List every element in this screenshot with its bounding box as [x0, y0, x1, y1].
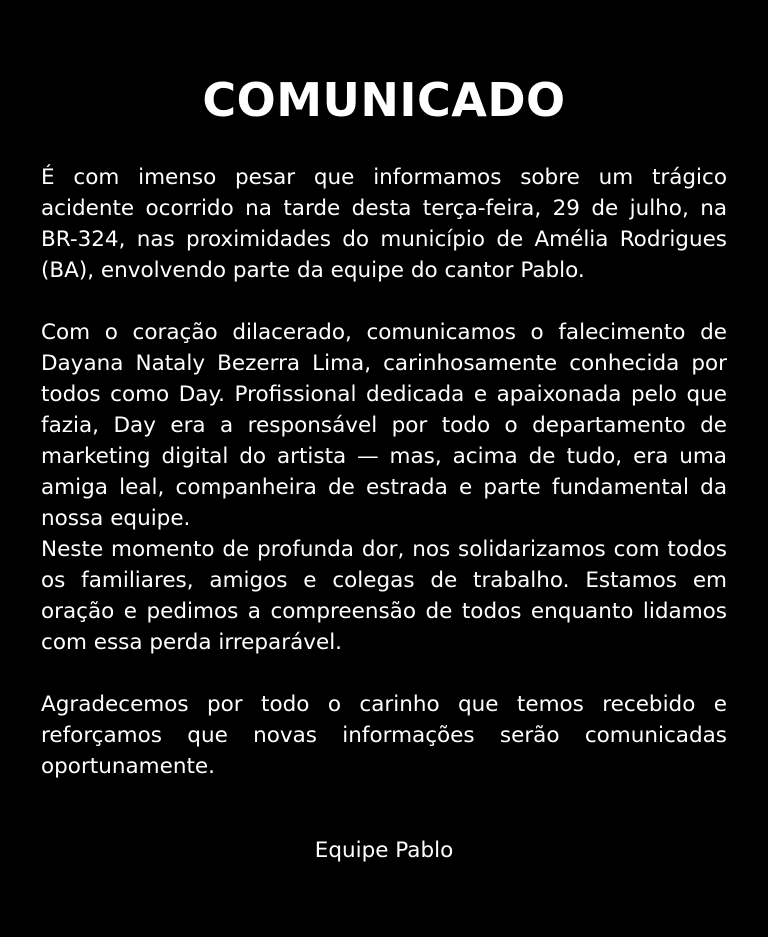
paragraph-spacer [41, 286, 727, 317]
announcement-body [41, 162, 727, 782]
page-title: COMUNICADO [202, 73, 566, 127]
paragraph-accident: É com imenso pesar que informamos sobre um trágico acidente ocorrido na tarde desta terça-feira, 29 de julho, na BR-324, nas proximidades do município de Amélia Rodrigues (BA), envolvendo parte da equipe do cantor Pablo. [41, 165, 727, 283]
paragraph-spacer [41, 658, 727, 689]
signature: Equipe Pablo [314, 838, 454, 863]
paragraph-condolence: Com o coração dilacerado, comunicamos o falecimento de Dayana Nataly Bezerra Lima, carinhosamente conhecida por todos como Day. Profissional dedicada e apaixonada pelo que fazia, Day era a responsável por todo o departamento de marketing digital do artista — mas, acima de tudo, era uma amiga leal, companheira de estrada e parte fundamental da nossa equipe. [41, 320, 727, 531]
paragraph-solidarity: Neste momento de profunda dor, nos solidarizamos com todos os familiares, amigos e colegas de trabalho. Estamos em oração e pedimos a compreensão de todos enquanto lidamos com essa perda irreparável. [41, 537, 727, 655]
paragraph-thanks: Agradecemos por todo o carinho que temos recebido e reforçamos que novas informações serão comunicadas oportunamente. [41, 692, 727, 779]
